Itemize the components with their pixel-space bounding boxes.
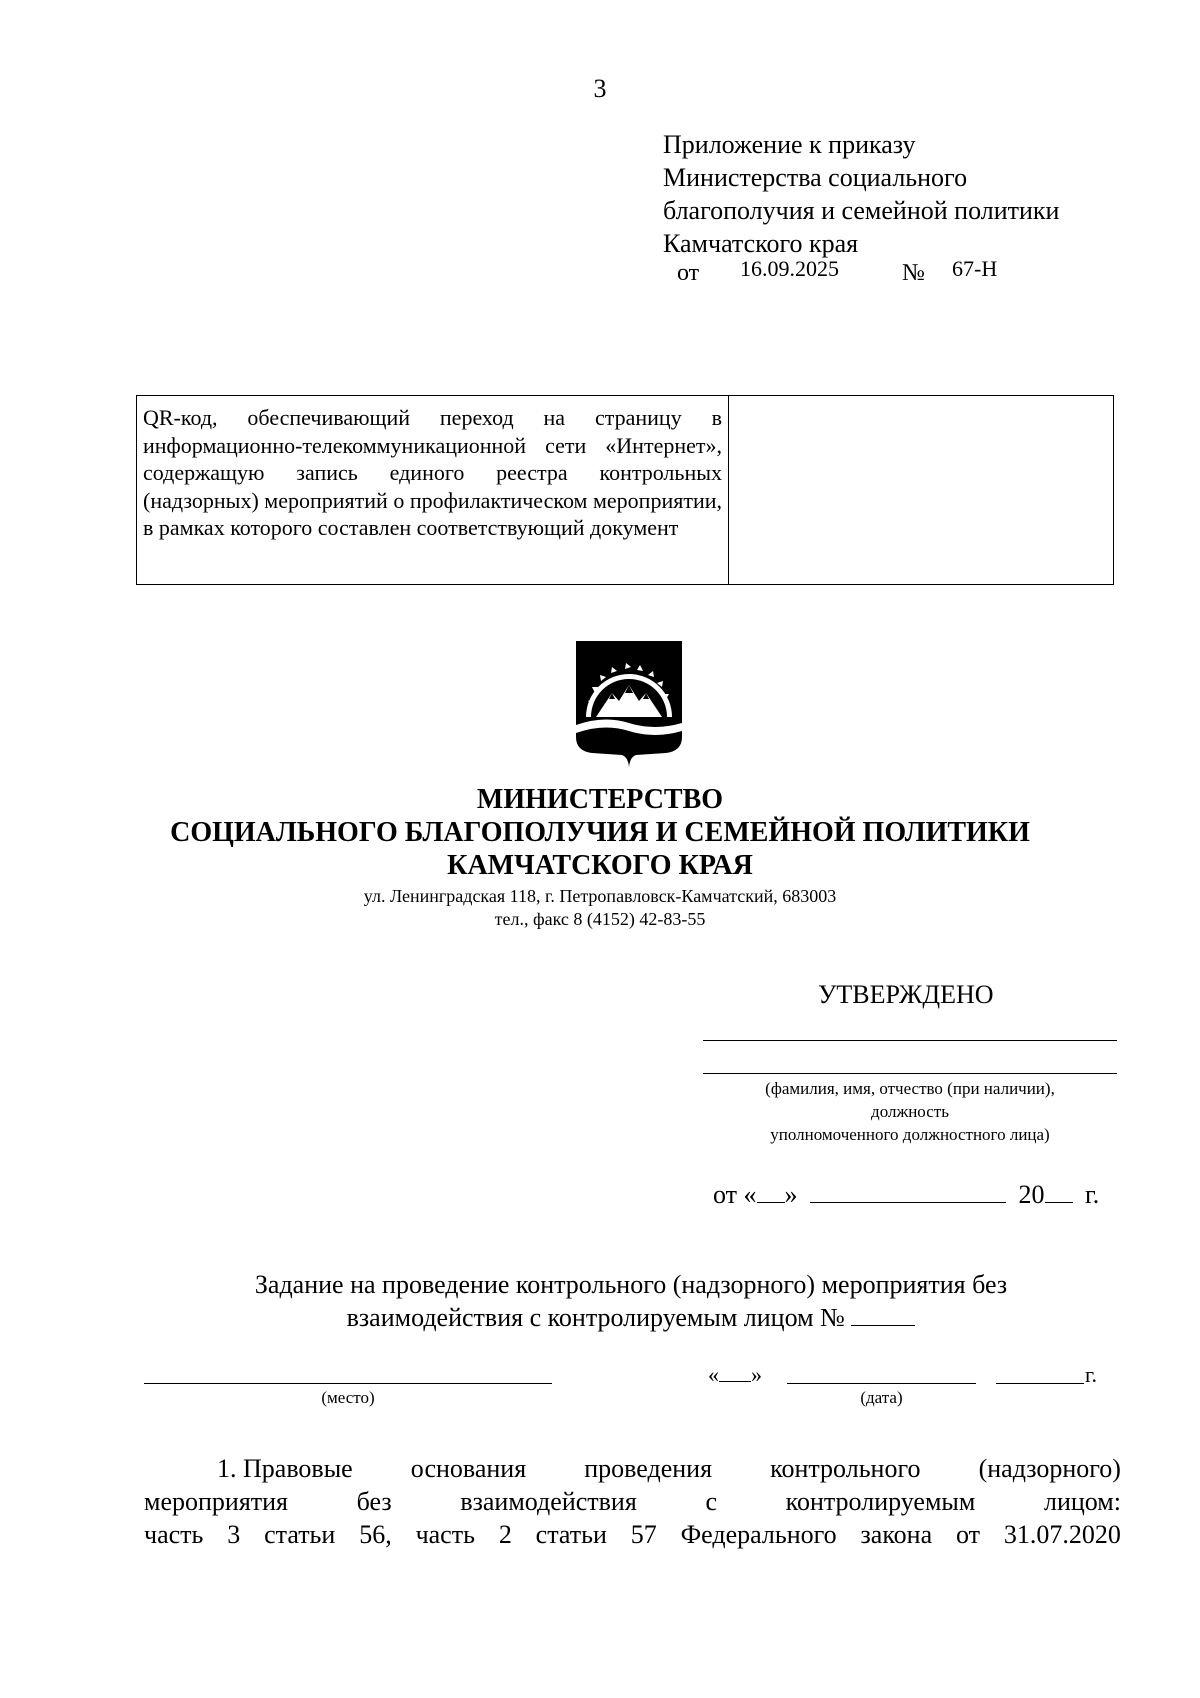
word: контролируемым xyxy=(785,1487,976,1516)
appendix-line: Приложение к приказу xyxy=(663,130,916,159)
ministry-title-line: КАМЧАТСКОГО КРАЯ xyxy=(447,850,753,881)
ministry-phone: тел., факс 8 (4152) 42-83-55 xyxy=(494,909,706,929)
word: статьи xyxy=(535,1520,607,1549)
word: мероприятия xyxy=(144,1487,289,1516)
place-line xyxy=(144,1383,552,1384)
paragraph-line xyxy=(144,1518,1121,1551)
appendix-line: благополучия и семейной политики xyxy=(663,196,1060,225)
year-suffix: г. xyxy=(1085,1180,1100,1209)
year-blank xyxy=(1045,1180,1073,1203)
date-year-suffix: г. xyxy=(1085,1362,1098,1387)
ministry-title-line: МИНИСТЕРСТВО xyxy=(476,784,724,815)
task-title xyxy=(0,1268,1200,1334)
place-caption: (место) xyxy=(321,1388,375,1407)
word: 2 xyxy=(498,1520,512,1549)
task-title-line: взаимодействия с контролируемым лицом № xyxy=(346,1303,845,1332)
qr-code-description: QR-код, обеспечивающий переход на страницу в информационно-телекоммуникационной сети «Интернет», содержащую запись единого реестра контрольных (надзорных) мероприятий о профилактическом мероприятии, в рамках которого составлен соответствующий документ xyxy=(137,396,729,584)
date-quote-close: » xyxy=(751,1362,762,1387)
paragraph-line xyxy=(144,1485,1121,1518)
word: 3 xyxy=(227,1520,241,1549)
word: основания xyxy=(410,1454,527,1483)
order-number-label: № xyxy=(902,260,925,286)
signature-line xyxy=(703,1040,1117,1041)
month-blank xyxy=(810,1180,1006,1203)
word: лицом: xyxy=(1044,1487,1121,1516)
word: часть xyxy=(144,1520,204,1549)
qr-code-table xyxy=(136,395,1114,585)
word: 57 xyxy=(630,1520,657,1549)
signature-caption-line: (фамилия, имя, отчество (при наличии), xyxy=(765,1079,1055,1098)
word: с xyxy=(705,1487,717,1516)
signature-line xyxy=(703,1073,1117,1074)
word: от xyxy=(955,1520,980,1549)
date-day-blank xyxy=(719,1363,751,1382)
signature-caption-line: должность xyxy=(871,1102,949,1121)
word: без xyxy=(356,1487,392,1516)
word: 31.07.2020 xyxy=(1003,1520,1121,1549)
page-number: 3 xyxy=(593,74,607,103)
word: (надзорного) xyxy=(978,1454,1121,1483)
date-month-line xyxy=(787,1383,976,1384)
approved-heading: УТВЕРЖДЕНО xyxy=(818,980,994,1009)
approval-date xyxy=(713,1180,1099,1210)
date-quote-open: « xyxy=(708,1362,719,1387)
date-day xyxy=(708,1362,762,1388)
paragraph-1 xyxy=(144,1452,1121,1551)
qr-code-placeholder xyxy=(729,396,1113,584)
approval-date-prefix: от « xyxy=(713,1180,757,1209)
appendix-line: Камчатского края xyxy=(663,229,859,258)
signature-caption-line: уполномоченного должностного лица) xyxy=(770,1125,1050,1144)
word: часть xyxy=(415,1520,475,1549)
word: 56, xyxy=(359,1520,392,1549)
order-from-label: от xyxy=(677,260,700,286)
date-year-line xyxy=(996,1383,1084,1384)
approval-date-quote: » xyxy=(784,1180,798,1209)
word: закона xyxy=(860,1520,933,1549)
ministry-title-line: СОЦИАЛЬНОГО БЛАГОПОЛУЧИЯ И СЕМЕЙНОЙ ПОЛИТИКИ xyxy=(170,817,1030,848)
order-date: 16.09.2025 xyxy=(740,256,839,281)
day-blank xyxy=(757,1180,785,1203)
word: контрольного xyxy=(770,1454,921,1483)
word: Федерального xyxy=(680,1520,837,1549)
word: взаимодействия xyxy=(460,1487,637,1516)
ministry-address: ул. Ленинградская 118, г. Петропавловск-Камчатский, 683003 xyxy=(363,886,837,906)
year-prefix: 20 xyxy=(1018,1180,1045,1209)
word: статьи xyxy=(264,1520,336,1549)
kamchatka-coat-of-arms-icon xyxy=(574,639,684,769)
appendix-line: Министерства социального xyxy=(663,163,968,192)
appendix-header xyxy=(663,128,1059,260)
signature-caption xyxy=(703,1077,1117,1146)
task-title-line: Задание на проведение контрольного (надзорного) мероприятия без xyxy=(254,1270,1008,1299)
task-number-blank xyxy=(851,1303,915,1326)
word: 1. Правовые xyxy=(217,1454,353,1483)
order-number: 67-Н xyxy=(952,256,998,281)
date-caption: (дата) xyxy=(860,1388,903,1407)
paragraph-line xyxy=(144,1452,1121,1485)
word: проведения xyxy=(584,1454,713,1483)
